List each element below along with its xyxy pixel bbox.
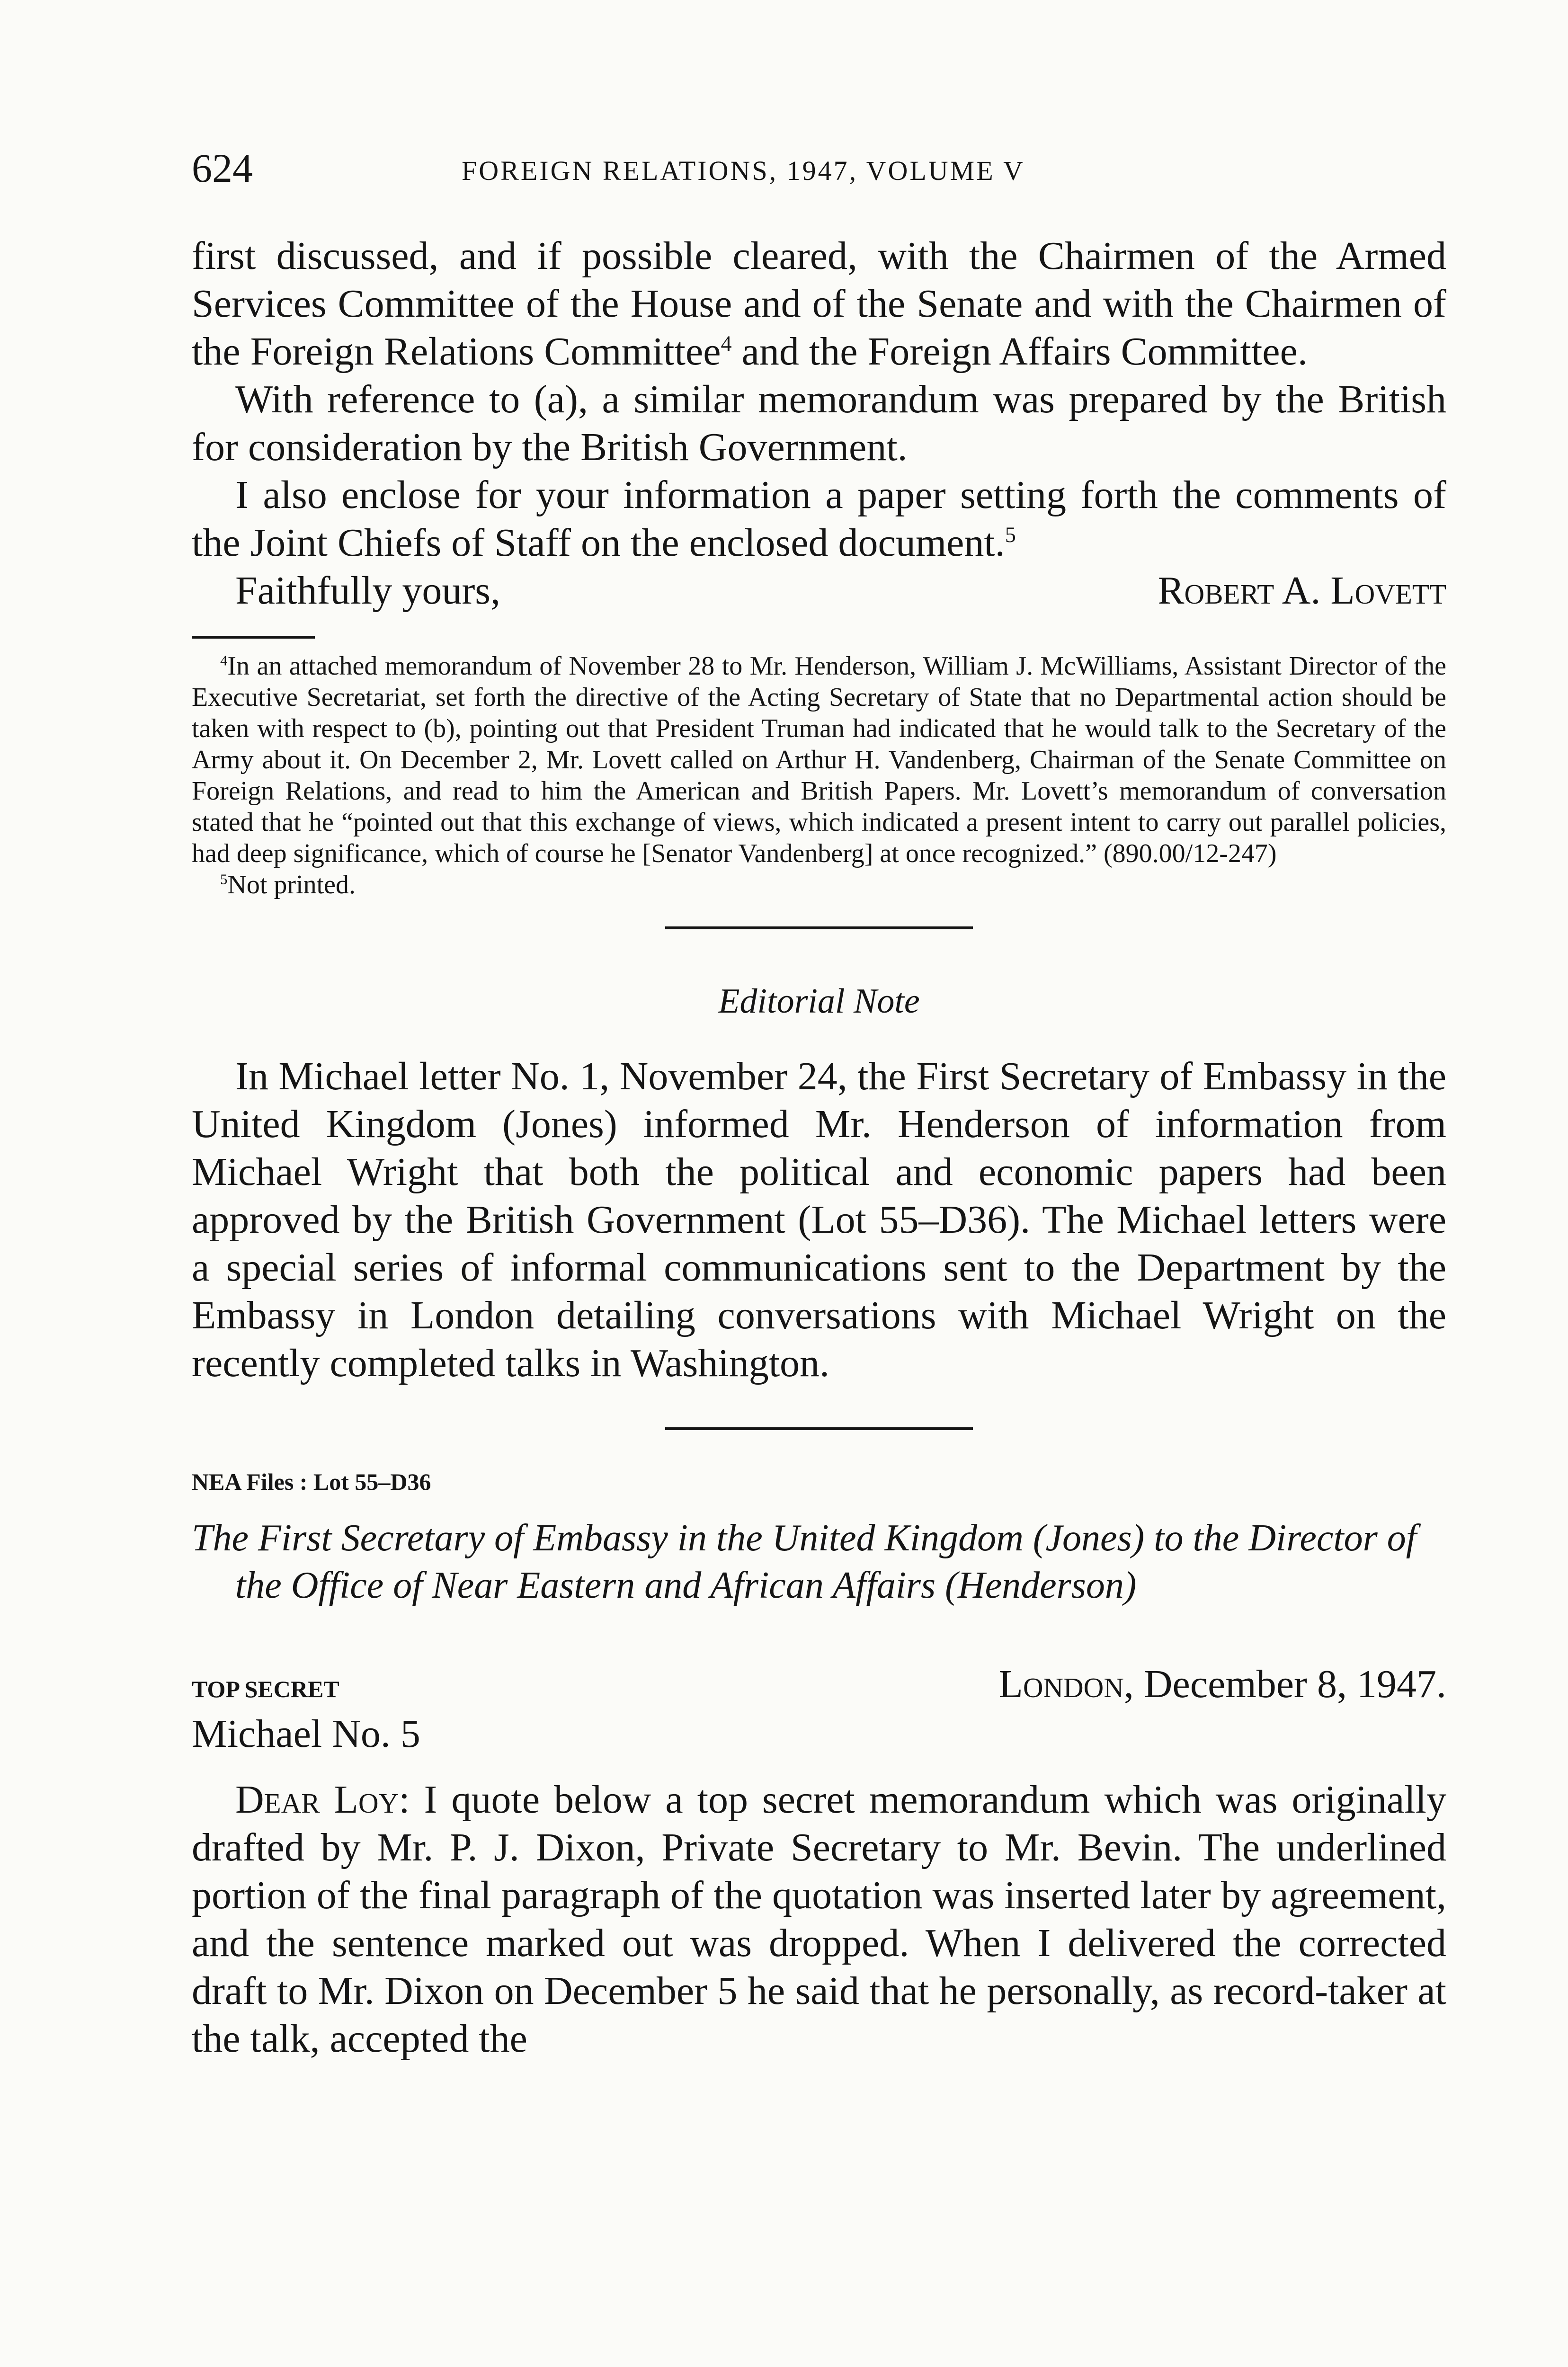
page-header — [192, 144, 1446, 201]
dateline-date: , December 8, 1947. — [1123, 1662, 1446, 1706]
opening-paragraph-text-a: first discussed, and if possible cleared, with the Chairmen of the Armed Services Committee of the House and of the Senate and with the Chairmen of the Foreign Relations Committee — [192, 234, 1446, 374]
letter-body — [192, 1776, 1446, 2063]
footnote-4-text: In an attached memorandum of November 28 to Mr. Henderson, William J. McWilliams, Assistant Director of the Executive Secretariat, set forth the directive of the Acting Secretary of State that no Departmental action should be taken with respect to (b), pointing out that President Truman had indicated that he would talk to the Secretary of the Army about it. On December 2, Mr. Lovett called on Arthur H. Vandenberg, Chairman of the Senate Committee on Foreign Relations, and read to him the American and British Papers. Mr. Lovett’s memorandum of conversation stated that he “pointed out that this exchange of views, which indicated a present intent to carry out parallel policies, had deep significance, which of course he [Senator Vandenberg] at once recognized.” (890.00/12-247) — [192, 651, 1446, 868]
letter-body-text: : I quote below a top secret memorandum which was originally drafted by Mr. P. J. Dixon, Private Secretary to Mr. Bevin. The underlined portion of the final paragraph of the quotation was inserted later by agreement, and the sentence marked out was dropped. When I delivered the corrected draft to Mr. Dixon on December 5 he said that he personally, as record-taker at the talk, accepted the — [192, 1778, 1446, 2061]
footnotes — [192, 650, 1446, 900]
file-reference: NEA Files : Lot 55–D36 — [192, 1468, 431, 1495]
footnote-divider — [192, 636, 315, 639]
section-divider — [665, 926, 973, 929]
footnote-ref-5: 5 — [1005, 523, 1016, 547]
footnote-ref-4: 4 — [721, 331, 732, 356]
editorial-note-title: Editorial Note — [718, 982, 920, 1021]
signature: Robert A. Lovett — [1158, 569, 1446, 613]
footnote-5-marker: 5 — [220, 871, 228, 888]
page-content — [192, 232, 1446, 2063]
classification-label: TOP SECRET — [192, 1676, 339, 1702]
footnote-4 — [192, 650, 1446, 869]
footnote-5 — [192, 869, 1446, 900]
salutation: Dear Loy — [235, 1778, 399, 1822]
editorial-note-body: In Michael letter No. 1, November 24, the First Secretary of Embassy in the United Kingdom (Jones) informed Mr. Henderson of information from Michael Wright that both the political and economic papers had been approved by the British Government (Lot 55–D36). The Michael letters were a special series of informal communications sent to the Department by the Embassy in London detailing conversations with Michael Wright on the recently completed talks in Washington. — [192, 1054, 1446, 1385]
enclosure-paragraph-text: I also enclose for your information a paper setting forth the comments of the Joint Chiefs of Staff on the enclosed document. — [192, 473, 1446, 565]
michael-number: Michael No. 5 — [192, 1712, 420, 1756]
signoff-line — [192, 567, 1446, 614]
running-head: FOREIGN RELATIONS, 1947, VOLUME V — [462, 155, 1025, 186]
closing: Faithfully yours, — [235, 569, 500, 613]
dateline — [999, 1661, 1446, 1707]
opening-paragraph — [192, 232, 1446, 375]
opening-paragraph-text-b: and the Foreign Affairs Committee. — [731, 329, 1308, 374]
footnote-4-marker: 4 — [220, 652, 228, 669]
document-title: The First Secretary of Embassy in the United Kingdom (Jones) to the Director of the Office of Near Eastern and African Affairs (Henderson) — [192, 1517, 1417, 1606]
document-meta — [192, 1661, 1446, 1707]
page-number: 624 — [192, 145, 253, 191]
reference-paragraph: With reference to (a), a similar memorandum was prepared by the British for consideration by the British Government. — [192, 377, 1446, 469]
section-divider-2 — [665, 1427, 973, 1430]
dateline-place: London — [998, 1662, 1124, 1706]
enclosure-paragraph — [192, 471, 1446, 567]
footnote-5-text: Not printed. — [227, 870, 356, 899]
